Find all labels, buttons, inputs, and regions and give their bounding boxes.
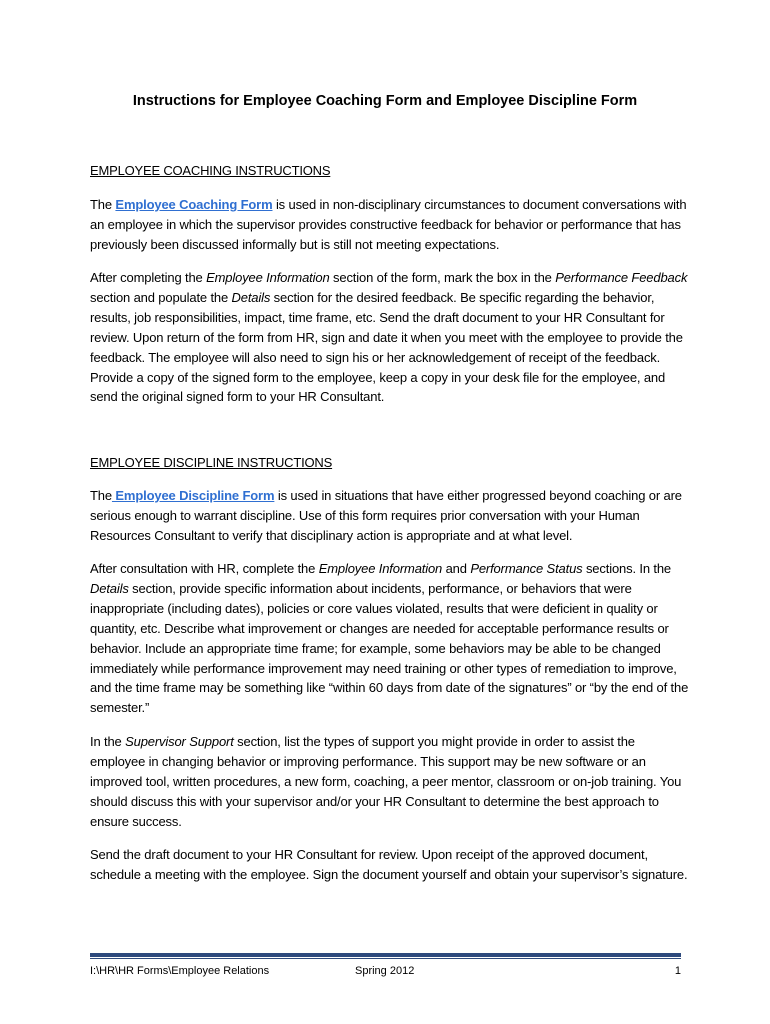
coaching-paragraph-1 [90, 195, 690, 255]
discipline-p3-italic-1: Supervisor Support [125, 734, 234, 749]
employee-discipline-form-link[interactable]: Employee Discipline Form [111, 488, 275, 503]
coaching-p1-post: is used in non-disciplinary circumstances to document conversations with an employee in which the supervisor provides constructive feedback for behavior or performance that has previously been discussed informally but is still not meeting expectations. [90, 197, 687, 252]
coaching-p2-text-1: After completing the [90, 270, 207, 285]
employee-coaching-form-link[interactable]: Employee Coaching Form [115, 197, 273, 212]
coaching-p2-text-4: section for the desired feedback. Be specific regarding the behavior, results, job responsibilities, impact, time frame, etc. Send the draft document to your HR Consultant for review. Upon return of the form from HR, sign and date it when you meet with the employee to provide the feedback. The employee will also need to sign his or her acknowledgement of receipt of the feedback. Provide a copy of the signed form to the employee, keep a copy in your desk file for the employee, and send the original signed form to your HR Consultant. [90, 289, 683, 405]
discipline-p3-text-2: section, list the types of support you might provide in order to assist the employee in changing behavior or improving performance. This support may be new software or an improved tool, written procedures, a new form, coaching, a peer mentor, classroom or on-job training. You should discuss this with your supervisor and/or your HR Consultant to determine the best approach to ensure success. [90, 734, 682, 829]
footer-date: Spring 2012 [355, 965, 415, 977]
discipline-p2-italic-2: Performance Status [470, 561, 583, 576]
discipline-p2-italic-3: Details [90, 580, 129, 596]
coaching-paragraph-2 [90, 268, 690, 407]
coaching-p2-text-3: section and populate the [90, 289, 232, 305]
discipline-p2-text-2: and [442, 561, 471, 576]
discipline-paragraph-4: Send the draft document to your HR Consultant for review. Upon receipt of the approved document, schedule a meeting with the employee. Sign the document yourself and obtain your supervisor’s signature. [90, 847, 688, 882]
discipline-p1-post: is used in situations that have either progressed beyond coaching or are serious enough to warrant discipline. Use of this form requires prior conversation with your Human Resources Consultant to verify that disciplinary action is appropriate and at what level. [90, 488, 682, 543]
discipline-p3-text-1: In the [90, 734, 126, 749]
footer-rule-thin [90, 958, 681, 959]
discipline-p2-text-3: sections. In the [582, 561, 672, 576]
coaching-heading: EMPLOYEE COACHING INSTRUCTIONS [90, 163, 331, 178]
discipline-p2-text-1: After consultation with HR, complete the [90, 561, 319, 576]
discipline-p2-text-4: section, provide specific information about incidents, performance, or behaviors that were inappropriate (including dates), policies or core values violated, results that were deficient in quality or quantity, etc. Describe what improvement or changes are needed for acceptable performance results or behavior. Include an appropriate time frame; for example, some behaviors may be able to be changed immediately while performance improvement may need training or other types of remediation to improve, and the time frame may be something like “within 60 days from date of the signatures” or “by the end of the semester.” [90, 580, 689, 716]
discipline-p2-italic-1: Employee Information [318, 561, 443, 576]
discipline-paragraph-1 [90, 486, 690, 546]
coaching-p2-text-2: section of the form, mark the box in the [329, 270, 556, 285]
coaching-p2-italic-3: Details [231, 289, 271, 305]
discipline-paragraph-3 [90, 732, 690, 832]
page-title: Instructions for Employee Coaching Form and Employee Discipline Form [132, 93, 638, 109]
coaching-p2-italic-2: Performance Feedback [555, 270, 688, 285]
discipline-heading: EMPLOYEE DISCIPLINE INSTRUCTIONS [90, 455, 333, 470]
footer-page-number: 1 [674, 965, 681, 977]
coaching-p1-pre: The [90, 197, 116, 212]
footer-path: I:\HR\HR Forms\Employee Relations [90, 965, 270, 977]
footer-rule [90, 953, 681, 957]
discipline-paragraph-2 [90, 559, 690, 718]
coaching-p2-italic-1: Employee Information [206, 270, 330, 285]
discipline-p1-pre: The [90, 488, 112, 503]
